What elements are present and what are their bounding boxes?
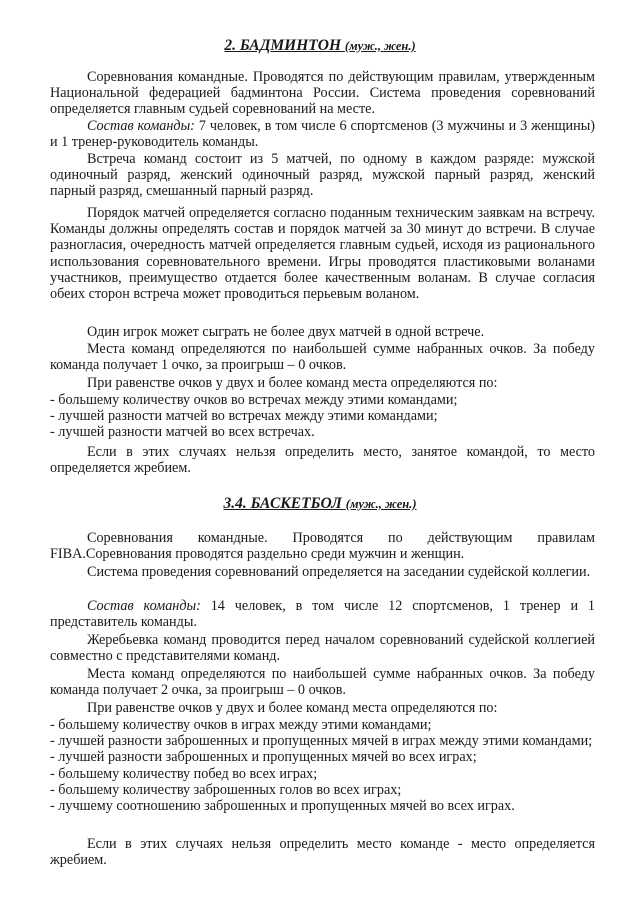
- team-composition-label: Состав команды:: [87, 598, 201, 614]
- badminton-paragraph-matches: Встреча команд состоит из 5 матчей, по одному в каждом разряде: мужской одиночный разряд, женский одиночный разряд, мужской парный разряд, женский парный разряд, смешанный парный разряд.: [50, 151, 595, 200]
- badminton-paragraph-tie: При равенстве очков у двух и более команд места определяются по:: [87, 375, 498, 391]
- list-item: - лучшей разности заброшенных и пропущенных мячей во всех играх;: [50, 749, 477, 766]
- basketball-paragraph-team: [50, 598, 595, 630]
- basketball-paragraph-rules: Соревнования командные. Проводятся по действующим правилам FIBA.Соревнования проводятся раздельно среди мужчин и женщин.: [50, 530, 595, 563]
- team-composition-text: 7 человек, в том числе 6 спортсменов (3 мужчины и 3 женщины) и 1 тренер-руководитель команды.: [50, 118, 595, 151]
- basketball-paragraph-system: Система проведения соревнований определяется на заседании судейской коллегии.: [87, 564, 591, 580]
- list-item: - лучшему соотношению заброшенных и пропущенных мячей во всех играх.: [50, 798, 515, 815]
- badminton-paragraph-order: Порядок матчей определяется согласно поданным техническим заявкам на встречу. Команды должны определять состав и порядок матчей за 30 минут до встречи. В случае разногласия, очередность матчей определяется главным судьей, исходя из рационального использования соревновательного времени. Игры проводятся пластиковыми воланами участников, преимущество отдается более качественным воланам. В случае согласия обеих сторон встреча может проводиться перьевым воланом.: [50, 205, 595, 303]
- basketball-paragraph-tie: При равенстве очков у двух и более команд места определяются по:: [87, 700, 498, 716]
- badminton-paragraph-lot: Если в этих случаях нельзя определить место, занятое командой, то место определяется жребием.: [50, 444, 595, 477]
- list-item: - лучшей разности заброшенных и пропущенных мячей в играх между этими командами;: [50, 733, 593, 750]
- section-title-sub: (муж., жен.): [345, 497, 417, 511]
- list-item: - лучшей разности матчей во встречах между этими командами;: [50, 408, 438, 425]
- list-item: - большему количеству очков во встречах между этими командами;: [50, 392, 458, 408]
- badminton-paragraph-places: Места команд определяются по наибольшей сумме набранных очков. За победу команда получает 1 очко, за проигрыш – 0 очков.: [50, 341, 595, 374]
- basketball-paragraph-draw: Жеребьевка команд проводится перед началом соревнований судейской коллегией совместно с представителями команд.: [50, 632, 595, 665]
- badminton-tiebreak-list: [50, 392, 595, 441]
- section-title-badminton: [0, 37, 640, 55]
- section-title-main: 2. БАДМИНТОН: [224, 37, 342, 54]
- list-item: - лучшей разности матчей во всех встречах.: [50, 424, 315, 441]
- badminton-paragraph-rules: Соревнования командные. Проводятся по действующим правилам, утвержденным Национальной федерацией бадминтона России. Система проведения соревнований определяется главным судьей соревнований на месте.: [50, 69, 595, 118]
- list-item: - большему количеству заброшенных голов во всех играх;: [50, 781, 402, 798]
- badminton-paragraph-team: [50, 118, 595, 150]
- team-composition-text: 14 человек, в том числе 12 спортсменов, 1 тренер и 1 представитель команды.: [50, 598, 595, 631]
- basketball-paragraph-lot: Если в этих случаях нельзя определить место команде - место определяется жребием.: [50, 836, 595, 869]
- section-title-sub: (муж., жен.): [344, 39, 416, 53]
- list-item: - большему количеству очков в играх между этими командами;: [50, 717, 432, 733]
- basketball-tiebreak-list: [50, 717, 595, 814]
- section-title-basketball: [0, 495, 640, 513]
- list-item: - большему количеству побед во всех играх;: [50, 765, 318, 782]
- team-composition-label: Состав команды:: [87, 118, 195, 134]
- basketball-paragraph-places: Места команд определяются по наибольшей сумме набранных очков. За победу команда получает 2 очка, за проигрыш – 0 очков.: [50, 666, 595, 699]
- section-title-main: 3.4. БАСКЕТБОЛ: [223, 495, 342, 512]
- badminton-paragraph-limit: Один игрок может сыграть не более двух матчей в одной встрече.: [87, 324, 485, 340]
